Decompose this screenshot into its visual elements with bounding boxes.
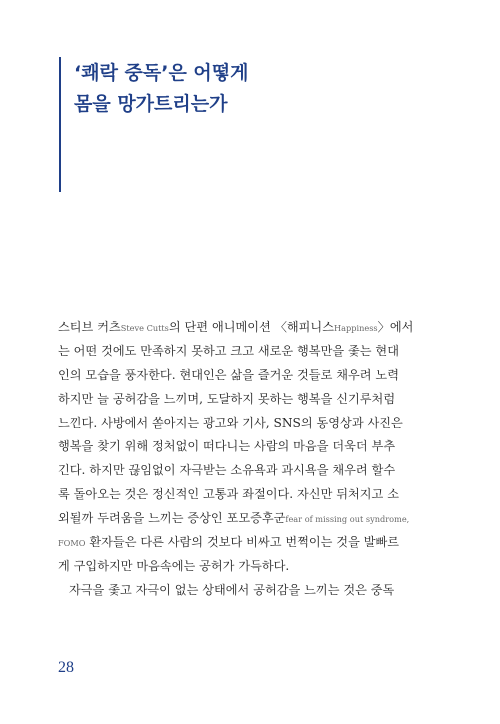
text-line: 게 구입하지만 마음속에는 공허가 가득하다. xyxy=(58,558,290,573)
text-line: 는 어떤 것에도 만족하지 못하고 크고 새로운 행복만을 좇는 현대 xyxy=(58,343,399,358)
english-gloss: fear of missing out syndrome, xyxy=(285,514,410,525)
text-line xyxy=(58,316,444,340)
text-run: 〉에서 xyxy=(377,320,414,334)
body-paragraphs xyxy=(58,316,444,603)
chapter-title xyxy=(74,58,249,120)
text-run: 스티브 커츠 xyxy=(58,320,121,334)
english-gloss: FOMO xyxy=(58,538,86,549)
text-line-paragraph-start: 자극을 좇고 자극이 없는 상태에서 공허감을 느끼는 것은 중독 xyxy=(69,582,395,597)
chapter-title-line-1: ‘쾌락 중독’은 어떻게 xyxy=(74,62,249,84)
text-line: 행복을 찾기 위해 정처없이 떠다니는 사람의 마음을 더욱더 부추 xyxy=(58,439,396,454)
english-gloss: Steve Cutts xyxy=(120,323,169,333)
text-line xyxy=(58,507,444,531)
text-line: 록 돌아오는 것은 정신적인 고통과 좌절이다. 자신만 뒤처지고 소 xyxy=(58,487,399,502)
text-run: 의 단편 애니메이션 〈해피니스 xyxy=(168,320,334,334)
text-run: 외될까 두려움을 느끼는 증상인 포모증후군 xyxy=(58,511,286,526)
page-number: 28 xyxy=(58,659,74,676)
text-line: 긴다. 하지만 끊임없이 자극받는 소유욕과 과시욕을 채우려 할수 xyxy=(58,463,396,478)
text-line: 느낀다. 사방에서 쏟아지는 광고와 기사, SNS의 동영상과 사진은 xyxy=(58,415,403,430)
text-line: 하지만 늘 공허감을 느끼며, 도달하지 못하는 행복을 신기루처럼 xyxy=(58,391,396,406)
english-gloss: Happiness xyxy=(333,323,378,333)
text-run: 환자들은 다른 사람의 것보다 비싸고 번쩍이는 것을 발빠르 xyxy=(85,535,400,550)
text-line xyxy=(58,531,444,555)
title-accent-bar xyxy=(59,57,61,192)
chapter-title-line-2: 몸을 망가트리는가 xyxy=(74,93,228,115)
text-line: 인의 모습을 풍자한다. 현대인은 삶을 즐거운 것들로 채우려 노력 xyxy=(58,367,399,382)
